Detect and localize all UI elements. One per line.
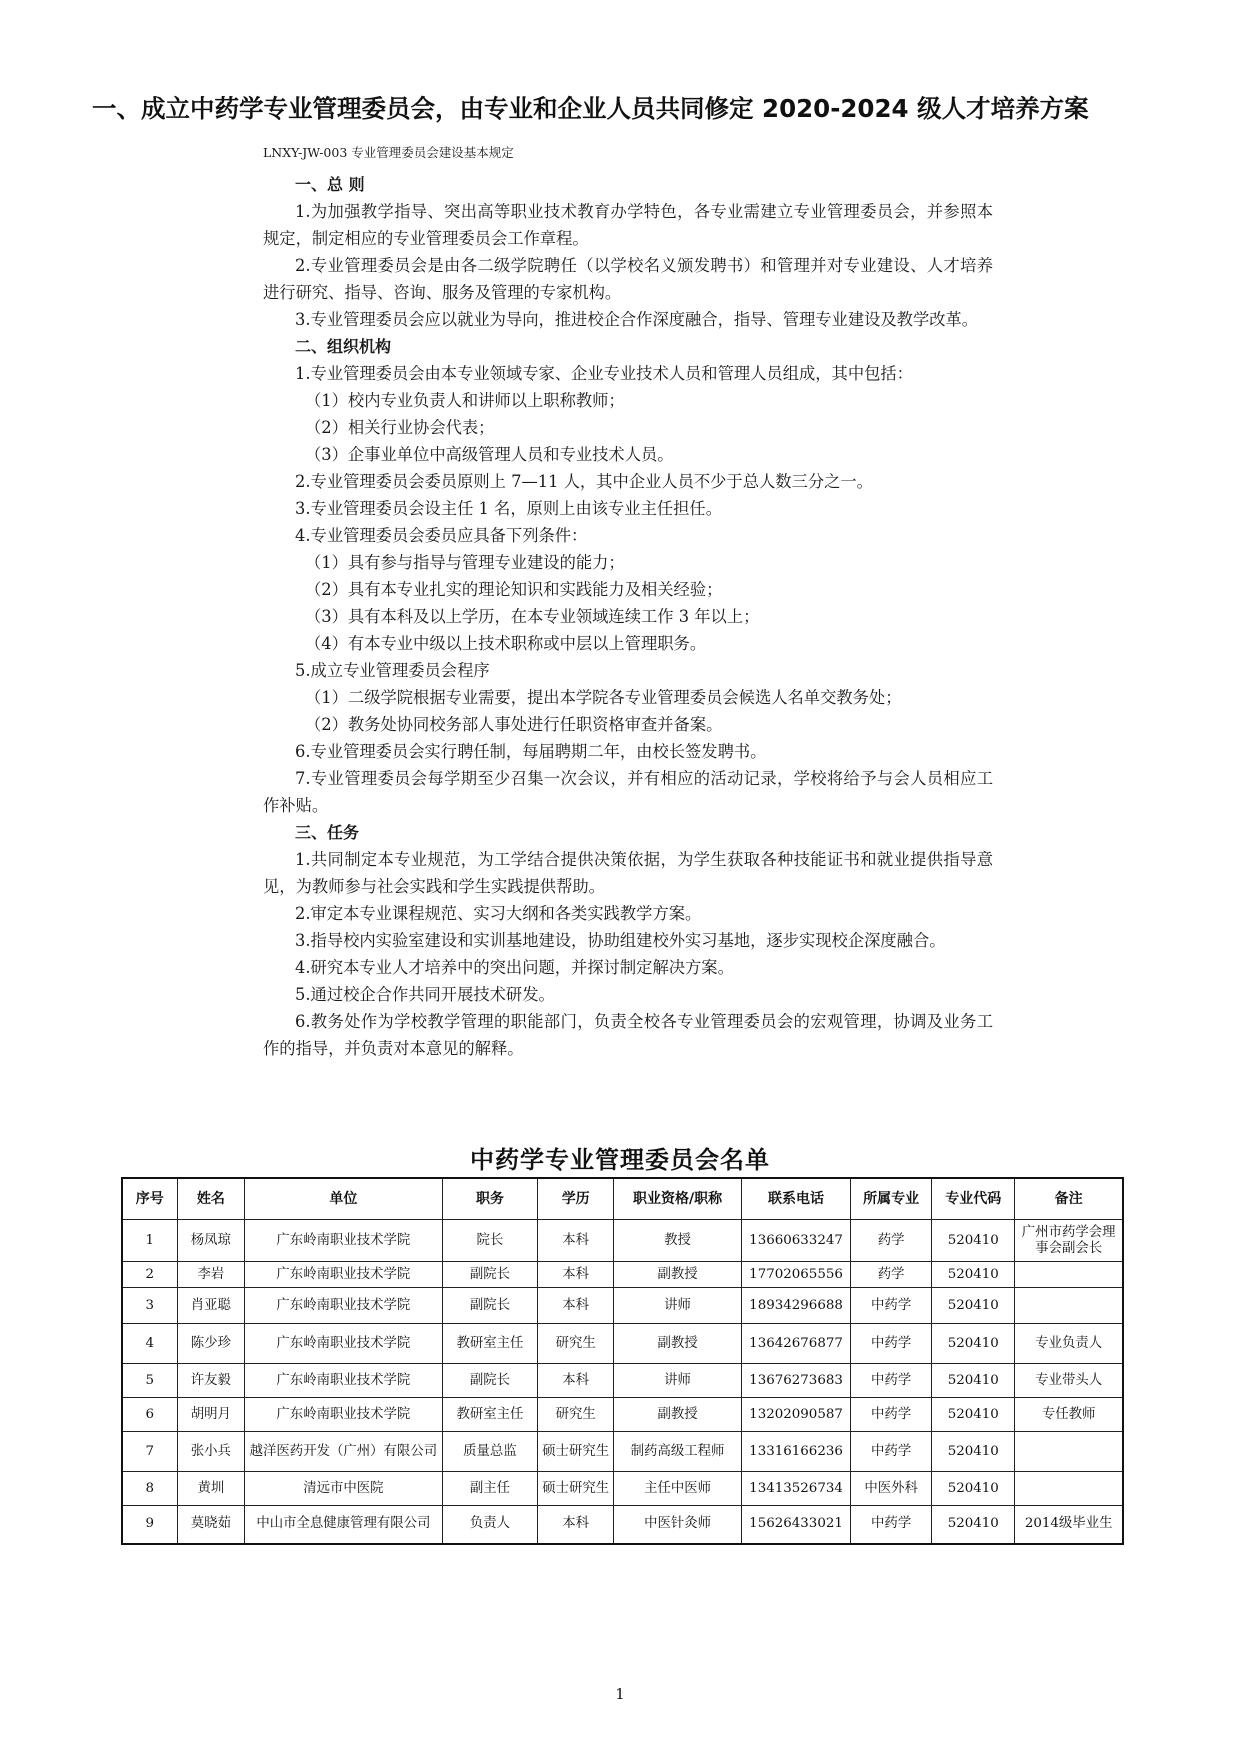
table-cell: 讲师 [614,1364,742,1398]
table-row [122,1220,1123,1262]
table-cell: 专业带头人 [1015,1364,1123,1398]
table-cell: 广东岭南职业技术学院 [245,1288,442,1324]
paragraph: 1.共同制定本专业规范，为工学结合提供决策依据，为学生获取各种技能证书和就业提供指导意见，为教师参与社会实践和学生实践提供帮助。 [263,850,993,896]
column-header: 备注 [1015,1178,1123,1220]
paragraph: 3.专业管理委员会设主任 1 名，原则上由该专业主任担任。 [295,499,722,518]
table-cell: 广东岭南职业技术学院 [245,1398,442,1432]
table-cell: 520410 [932,1288,1015,1324]
member-table [121,1177,1124,1545]
table-cell: 中药学 [851,1364,932,1398]
table-cell: 18934296688 [741,1288,850,1324]
table-cell: 3 [122,1288,177,1324]
column-header: 专业代码 [932,1178,1015,1220]
paragraph: 5.通过校企合作共同开展技术研发。 [295,985,555,1004]
paragraph: 3.指导校内实验室建设和实训基地建设，协助组建校外实习基地，逐步实现校企深度融合。 [295,931,946,950]
table-header-row [122,1178,1123,1220]
table-cell: 专任教师 [1015,1398,1123,1432]
table-cell: 13676273683 [741,1364,850,1398]
column-header: 联系电话 [741,1178,850,1220]
table-cell: 2 [122,1262,177,1288]
table-cell: 副教授 [614,1324,742,1364]
table-cell: 广东岭南职业技术学院 [245,1262,442,1288]
table-row [122,1324,1123,1364]
table-cell: 本科 [538,1288,614,1324]
table-row [122,1506,1123,1544]
table-cell: 本科 [538,1506,614,1544]
table-cell: 520410 [932,1506,1015,1544]
table-cell: 教授 [614,1220,742,1262]
table-cell: 院长 [442,1220,538,1262]
page-number: 1 [615,1685,625,1703]
table-cell: 本科 [538,1262,614,1288]
table-row [122,1432,1123,1472]
paragraph: 3.专业管理委员会应以就业为导向，推进校企合作深度融合，指导、管理专业建设及教学改革。 [295,310,979,329]
table-cell: 副教授 [614,1262,742,1288]
column-header: 序号 [122,1178,177,1220]
column-header: 单位 [245,1178,442,1220]
table-cell: 陈少珍 [177,1324,245,1364]
table-cell: 副主任 [442,1472,538,1506]
paragraph: 1.专业管理委员会由本专业领域专家、企业专业技术人员和管理人员组成，其中包括： [295,364,913,383]
document-code: LNXY-JW-003 专业管理委员会建设基本规定 [263,145,514,160]
list-item: （1）二级学院根据专业需要，提出本学院各专业管理委员会候选人名单交教务处； [305,688,902,707]
table-cell: 15626433021 [741,1506,850,1544]
table-cell: 研究生 [538,1398,614,1432]
table-cell: 13316166236 [741,1432,850,1472]
paragraph: 1.为加强教学指导、突出高等职业技术教育办学特色，各专业需建立专业管理委员会，并参照本规定，制定相应的专业管理委员会工作章程。 [263,202,993,248]
table-row [122,1398,1123,1432]
paragraph: 6.教务处作为学校教学管理的职能部门，负责全校各专业管理委员会的宏观管理，协调及业务工作的指导，并负责对本意见的解释。 [263,1012,993,1058]
table-cell: 520410 [932,1364,1015,1398]
table-cell: 教研室主任 [442,1398,538,1432]
column-header: 学历 [538,1178,614,1220]
section-title-organization: 二、组织机构 [295,337,392,356]
table-cell: 硕士研究生 [538,1432,614,1472]
table-cell [1015,1472,1123,1506]
table-cell: 中药学 [851,1324,932,1364]
table-cell: 中医针灸师 [614,1506,742,1544]
table-cell: 广州市药学会理事会副会长 [1015,1220,1123,1262]
table-cell: 本科 [538,1220,614,1262]
section-title-tasks: 三、任务 [295,823,360,842]
list-item: （3）企事业单位中高级管理人员和专业技术人员。 [305,445,674,464]
table-cell: 黄圳 [177,1472,245,1506]
table-cell: 7 [122,1432,177,1472]
column-header: 所属专业 [851,1178,932,1220]
table-cell: 9 [122,1506,177,1544]
table-title: 中药学专业管理委员会名单 [470,1146,770,1174]
table-row [122,1364,1123,1398]
table-cell: 研究生 [538,1324,614,1364]
table-cell: 负责人 [442,1506,538,1544]
table-cell: 副院长 [442,1288,538,1324]
table-cell: 中山市全息健康管理有限公司 [245,1506,442,1544]
paragraph: 2.专业管理委员会委员原则上 7—11 人，其中企业人员不少于总人数三分之一。 [295,472,873,491]
table-cell: 中医外科 [851,1472,932,1506]
page-heading: 一、成立中药学专业管理委员会，由专业和企业人员共同修定 2020-2024 级人才培养方案 [92,94,1089,123]
table-cell: 520410 [932,1262,1015,1288]
table-cell: 17702065556 [741,1262,850,1288]
paragraph: 2.专业管理委员会是由各二级学院聘任（以学校名义颁发聘书）和管理并对专业建设、人才培养进行研究、指导、咨询、服务及管理的专家机构。 [263,256,993,302]
table-cell: 广东岭南职业技术学院 [245,1364,442,1398]
table-cell: 中药学 [851,1398,932,1432]
table-cell: 副教授 [614,1398,742,1432]
table-cell: 广东岭南职业技术学院 [245,1324,442,1364]
column-header: 职务 [442,1178,538,1220]
table-cell [1015,1432,1123,1472]
table-cell: 1 [122,1220,177,1262]
column-header: 职业资格/职称 [614,1178,742,1220]
table-cell: 教研室主任 [442,1324,538,1364]
list-item: （3）具有本科及以上学历，在本专业领域连续工作 3 年以上； [305,607,760,626]
table-cell: 药学 [851,1220,932,1262]
table-cell: 中药学 [851,1288,932,1324]
table-cell: 6 [122,1398,177,1432]
table-cell: 杨凤琼 [177,1220,245,1262]
table-cell: 520410 [932,1472,1015,1506]
table-cell: 主任中医师 [614,1472,742,1506]
table-cell: 广东岭南职业技术学院 [245,1220,442,1262]
table-cell: 520410 [932,1432,1015,1472]
table-cell: 中药学 [851,1432,932,1472]
table-cell: 李岩 [177,1262,245,1288]
table-cell: 专业负责人 [1015,1324,1123,1364]
table-cell: 制药高级工程师 [614,1432,742,1472]
table-cell: 2014级毕业生 [1015,1506,1123,1544]
table-row [122,1288,1123,1324]
table-cell: 讲师 [614,1288,742,1324]
paragraph: 4.研究本专业人才培养中的突出问题，并探讨制定解决方案。 [295,958,734,977]
table-row [122,1262,1123,1288]
table-cell: 520410 [932,1398,1015,1432]
table-cell: 520410 [932,1220,1015,1262]
paragraph: 6.专业管理委员会实行聘任制，每届聘期二年，由校长签发聘书。 [295,742,767,761]
table-cell: 越洋医药开发（广州）有限公司 [245,1432,442,1472]
table-cell: 本科 [538,1364,614,1398]
list-item: （2）教务处协同校务部人事处进行任职资格审查并备案。 [305,715,723,734]
table-row [122,1472,1123,1506]
column-header: 姓名 [177,1178,245,1220]
table-cell: 13642676877 [741,1324,850,1364]
paragraph: 4.专业管理委员会委员应具备下列条件： [295,526,588,545]
table-cell: 8 [122,1472,177,1506]
table-cell: 药学 [851,1262,932,1288]
table-cell: 肖亚聪 [177,1288,245,1324]
section-title-general: 一、总 则 [295,175,365,194]
table-cell: 中药学 [851,1506,932,1544]
list-item: （2）具有本专业扎实的理论知识和实践能力及相关经验； [305,580,723,599]
table-cell: 硕士研究生 [538,1472,614,1506]
table-cell: 520410 [932,1324,1015,1364]
list-item: （1）具有参与指导与管理专业建设的能力； [305,553,625,572]
table-cell: 副院长 [442,1364,538,1398]
table-cell: 副院长 [442,1262,538,1288]
table-cell: 13413526734 [741,1472,850,1506]
table-cell: 张小兵 [177,1432,245,1472]
regulation-text [263,143,993,1062]
table-cell [1015,1262,1123,1288]
table-cell: 许友毅 [177,1364,245,1398]
list-item: （2）相关行业协会代表； [305,418,495,437]
table-cell [1015,1288,1123,1324]
paragraph: 7.专业管理委员会每学期至少召集一次会议，并有相应的活动记录，学校将给予与会人员相应工作补贴。 [263,769,993,815]
list-item: （4）有本专业中级以上技术职称或中层以上管理职务。 [305,634,707,653]
table-cell: 胡明月 [177,1398,245,1432]
table-cell: 清远市中医院 [245,1472,442,1506]
table-cell: 4 [122,1324,177,1364]
paragraph: 2.审定本专业课程规范、实习大纲和各类实践教学方案。 [295,904,702,923]
table-cell: 质量总监 [442,1432,538,1472]
table-cell: 5 [122,1364,177,1398]
table-cell: 莫晓茹 [177,1506,245,1544]
table-cell: 13202090587 [741,1398,850,1432]
paragraph: 5.成立专业管理委员会程序 [295,661,490,680]
table-cell: 13660633247 [741,1220,850,1262]
list-item: （1）校内专业负责人和讲师以上职称教师； [305,391,625,410]
